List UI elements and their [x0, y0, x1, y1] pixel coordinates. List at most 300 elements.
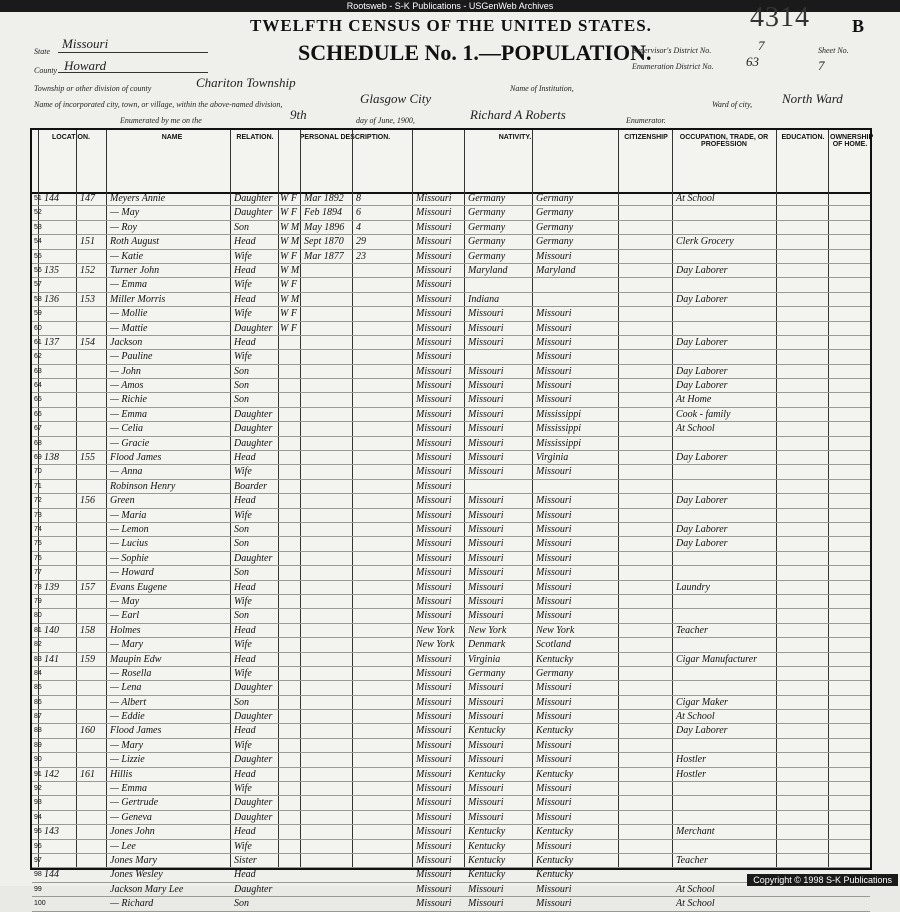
cell-n: 76: [34, 554, 42, 562]
cell-n: 90: [34, 756, 42, 764]
cell-rel: Head: [234, 495, 256, 507]
cell-n: 52: [34, 209, 42, 217]
table-row: [32, 796, 870, 810]
cell-age: 8: [356, 193, 361, 204]
cell-rel: Daughter: [234, 883, 273, 895]
cell-birth: Missouri: [416, 394, 452, 406]
cell-name: — Lucius: [110, 538, 149, 550]
cell-mother: Virginia: [536, 452, 569, 464]
cell-birth: Missouri: [416, 840, 452, 852]
cell-father: Kentucky: [468, 854, 506, 866]
county-value: Howard: [64, 58, 107, 73]
cell-father: Kentucky: [468, 869, 506, 881]
cell-father: Missouri: [468, 595, 504, 607]
cell-father: Missouri: [468, 394, 504, 406]
cell-name: — Sophie: [110, 552, 149, 564]
table-row: [32, 854, 870, 868]
cell-birth: Missouri: [416, 826, 452, 838]
cell-father: Germany: [468, 193, 506, 204]
table-row: [32, 897, 870, 911]
table-row: [32, 811, 870, 825]
cell-occ: Hostler: [676, 768, 706, 780]
supervisor-label: Supervisor's District No.: [632, 46, 712, 55]
table-row: [32, 581, 870, 595]
source-banner: Rootsweb - S-K Publications - USGenWeb Archives: [0, 0, 900, 12]
cell-rel: Son: [234, 696, 249, 708]
cell-occ: At School: [676, 193, 715, 204]
cell-rel: Head: [234, 624, 256, 636]
cell-rel: Wife: [234, 351, 252, 363]
state-value: Missouri: [62, 36, 109, 51]
table-row: [32, 494, 870, 508]
col-personal: PERSONAL DESCRIPTION.: [299, 134, 391, 141]
cell-name: Meyers Annie: [110, 193, 166, 204]
cell-n: 73: [34, 511, 42, 519]
cell-father: Missouri: [468, 783, 504, 795]
cell-rel: Wife: [234, 250, 252, 262]
cell-father: Missouri: [468, 610, 504, 622]
cell-birth: Missouri: [416, 581, 452, 593]
cell-n: 66: [34, 410, 42, 418]
cell-father: Missouri: [468, 581, 504, 593]
cell-fam: 155: [80, 452, 95, 464]
enumerator-label: Enumerator.: [626, 116, 666, 125]
cell-birth: Missouri: [416, 711, 452, 723]
cell-birth: Missouri: [416, 365, 452, 377]
cell-name: Turner John: [110, 264, 160, 276]
table-row: [32, 667, 870, 681]
cell-dw: 142: [44, 768, 59, 780]
cell-father: Kentucky: [468, 768, 506, 780]
township-label: Township or other division of county: [34, 84, 152, 93]
cell-rel: Daughter: [234, 207, 273, 219]
cell-name: — Richard: [110, 898, 154, 910]
table-row: [32, 883, 870, 897]
cell-mother: Mississippi: [536, 408, 582, 420]
supervisor-value: 7: [758, 38, 765, 53]
cell-birth: Missouri: [416, 221, 452, 233]
state-label: State: [34, 47, 50, 56]
cell-name: Jackson Mary Lee: [110, 883, 184, 895]
table-row: [32, 206, 870, 220]
township-value: Chariton Township: [196, 75, 296, 90]
city-value: Glasgow City: [360, 91, 432, 106]
cell-sex: W M: [280, 221, 300, 233]
cell-birth: Missouri: [416, 538, 452, 550]
cell-father: Missouri: [468, 811, 504, 823]
cell-birth: Missouri: [416, 754, 452, 766]
cell-mother: Missouri: [536, 567, 572, 579]
col-location: LOCATION.: [52, 134, 90, 141]
cell-mother: Germany: [536, 207, 574, 219]
cell-mother: Kentucky: [536, 653, 574, 665]
cell-mother: Missouri: [536, 322, 572, 334]
cell-n: 63: [34, 367, 42, 375]
cell-n: 79: [34, 597, 42, 605]
table-row: [32, 825, 870, 839]
table-row: [32, 681, 870, 695]
cell-father: Missouri: [468, 408, 504, 420]
cell-father: Missouri: [468, 509, 504, 521]
cell-birth: Missouri: [416, 595, 452, 607]
cell-name: Green: [110, 495, 135, 507]
cell-father: Missouri: [468, 336, 504, 348]
table-row: [32, 221, 870, 235]
cell-name: — May: [110, 595, 140, 607]
cell-dw: 144: [44, 193, 59, 204]
cell-n: 58: [34, 295, 42, 303]
table-row: [32, 753, 870, 767]
cell-occ: Day Laborer: [676, 523, 728, 535]
cell-name: — Lemon: [110, 523, 149, 535]
cell-n: 89: [34, 741, 42, 749]
cell-sex: W F: [280, 279, 297, 291]
cell-rel: Daughter: [234, 797, 273, 809]
cell-birth: Missouri: [416, 336, 452, 348]
cell-name: — Emma: [110, 279, 147, 291]
cell-rel: Daughter: [234, 193, 273, 204]
cell-rel: Son: [234, 898, 249, 910]
cell-name: — Geneva: [110, 811, 152, 823]
cell-rel: Son: [234, 365, 249, 377]
cell-n: 55: [34, 252, 42, 260]
table-row: [32, 393, 870, 407]
cell-father: Missouri: [468, 739, 504, 751]
table-header: [32, 130, 874, 194]
cell-mother: Kentucky: [536, 725, 574, 737]
cell-father: Missouri: [468, 308, 504, 320]
cell-rel: Sister: [234, 854, 257, 866]
cell-occ: Day Laborer: [676, 264, 728, 276]
cell-mother: Missouri: [536, 610, 572, 622]
table-row: [32, 768, 870, 782]
table-row: [32, 293, 870, 307]
cell-birth: Missouri: [416, 437, 452, 449]
cell-birth: Missouri: [416, 682, 452, 694]
cell-n: 80: [34, 612, 42, 620]
cell-occ: Day Laborer: [676, 365, 728, 377]
cell-n: 99: [34, 885, 42, 893]
col-nativity: NATIVITY.: [498, 134, 532, 141]
table-row: [32, 653, 870, 667]
table-row: [32, 624, 870, 638]
cell-n: 98: [34, 871, 42, 879]
table-row: [32, 307, 870, 321]
cell-age: 6: [356, 207, 361, 219]
cell-birth: Missouri: [416, 264, 452, 276]
cell-mother: Germany: [536, 236, 574, 248]
cell-occ: Day Laborer: [676, 495, 728, 507]
cell-name: — Lizzie: [110, 754, 145, 766]
table-row: [32, 523, 870, 537]
cell-birth: Missouri: [416, 883, 452, 895]
table-row: [32, 724, 870, 738]
cell-occ: Merchant: [676, 826, 715, 838]
cell-father: Missouri: [468, 380, 504, 392]
cell-rel: Head: [234, 452, 256, 464]
cell-name: Jones Mary: [110, 854, 157, 866]
cell-rel: Daughter: [234, 711, 273, 723]
enumerated-label: Enumerated by me on the: [120, 116, 202, 125]
cell-born: Feb 1894: [304, 207, 343, 219]
cell-fam: 156: [80, 495, 95, 507]
table-row: [32, 379, 870, 393]
cell-mother: Germany: [536, 221, 574, 233]
cell-sex: W M: [280, 293, 300, 305]
cell-name: — Mary: [110, 739, 144, 751]
cell-birth: Missouri: [416, 250, 452, 262]
cell-name: — Mattie: [110, 322, 148, 334]
col-occupation: OCCUPATION, TRADE, OR PROFESSION: [679, 134, 769, 148]
cell-birth: Missouri: [416, 207, 452, 219]
table-row: [32, 509, 870, 523]
cell-name: Maupin Edw: [110, 653, 162, 665]
cell-father: Virginia: [468, 653, 501, 665]
cell-n: 97: [34, 856, 42, 864]
cell-rel: Wife: [234, 279, 252, 291]
table-row: [32, 465, 870, 479]
cell-rel: Head: [234, 264, 256, 276]
cell-rel: Head: [234, 826, 256, 838]
cell-name: Flood James: [110, 725, 162, 737]
cell-n: 86: [34, 698, 42, 706]
cell-father: Germany: [468, 236, 506, 248]
cell-n: 71: [34, 482, 42, 490]
cell-n: 56: [34, 266, 42, 274]
cell-birth: Missouri: [416, 797, 452, 809]
cell-mother: Scotland: [536, 639, 571, 651]
cell-father: Missouri: [468, 322, 504, 334]
cell-rel: Head: [234, 768, 256, 780]
day-value: 9th: [290, 107, 307, 122]
cell-rel: Wife: [234, 308, 252, 320]
cell-n: 69: [34, 454, 42, 462]
cell-born: Mar 1892: [304, 193, 344, 204]
cell-dw: 141: [44, 653, 59, 665]
cell-name: — Pauline: [110, 351, 153, 363]
cell-name: — Mary: [110, 639, 144, 651]
cell-rel: Son: [234, 567, 249, 579]
cell-mother: Germany: [536, 667, 574, 679]
cell-birth: Missouri: [416, 293, 452, 305]
enumerator-value: Richard A Roberts: [470, 107, 566, 122]
cell-fam: 160: [80, 725, 95, 737]
cell-age: 23: [356, 250, 366, 262]
cell-name: Evans Eugene: [110, 581, 167, 593]
table-row: [32, 696, 870, 710]
cell-occ: Teacher: [676, 624, 708, 636]
cell-occ: Day Laborer: [676, 538, 728, 550]
cell-birth: Missouri: [416, 193, 452, 204]
cell-birth: Missouri: [416, 351, 452, 363]
cell-father: Kentucky: [468, 826, 506, 838]
cell-n: 72: [34, 497, 42, 505]
cell-mother: Missouri: [536, 308, 572, 320]
table-row: [32, 566, 870, 580]
ward-value: North Ward: [782, 91, 843, 106]
schedule-title: SCHEDULE No. 1.—POPULATION.: [298, 40, 652, 65]
cell-birth: Missouri: [416, 854, 452, 866]
cell-birth: Missouri: [416, 279, 452, 291]
cell-birth: Missouri: [416, 610, 452, 622]
cell-name: — John: [110, 365, 141, 377]
cell-occ: Day Laborer: [676, 293, 728, 305]
cell-fam: 157: [80, 581, 95, 593]
cell-birth: Missouri: [416, 480, 452, 492]
cell-occ: Clerk Grocery: [676, 236, 734, 248]
cell-name: — Lena: [110, 682, 142, 694]
cell-rel: Head: [234, 581, 256, 593]
cell-n: 62: [34, 353, 42, 361]
cell-name: — Rosella: [110, 667, 152, 679]
cell-name: — Gertrude: [110, 797, 159, 809]
cell-rel: Daughter: [234, 437, 273, 449]
table-rows: [32, 192, 870, 912]
cell-occ: Teacher: [676, 854, 708, 866]
cell-mother: Mississippi: [536, 437, 582, 449]
cell-n: 64: [34, 382, 42, 390]
cell-mother: Missouri: [536, 696, 572, 708]
cell-born: Mar 1877: [304, 250, 344, 262]
cell-name: Holmes: [110, 624, 141, 636]
table-row: [32, 638, 870, 652]
cell-n: 78: [34, 583, 42, 591]
cell-dw: 139: [44, 581, 59, 593]
cell-mother: Missouri: [536, 336, 572, 348]
cell-mother: Missouri: [536, 739, 572, 751]
cell-born: Sept 1870: [304, 236, 344, 248]
cell-rel: Head: [234, 236, 256, 248]
cell-father: Indiana: [468, 293, 500, 305]
cell-name: — Amos: [110, 380, 144, 392]
cell-father: Missouri: [468, 437, 504, 449]
cell-name: — Emma: [110, 408, 147, 420]
cell-mother: Missouri: [536, 509, 572, 521]
cell-fam: 161: [80, 768, 95, 780]
cell-father: Missouri: [468, 898, 504, 910]
cell-mother: Missouri: [536, 581, 572, 593]
cell-rel: Wife: [234, 509, 252, 521]
cell-n: 54: [34, 238, 42, 246]
table-row: [32, 192, 870, 206]
cell-occ: Hostler: [676, 754, 706, 766]
cell-father: Missouri: [468, 711, 504, 723]
cell-sex: W F: [280, 193, 297, 204]
cell-name: — Maria: [110, 509, 147, 521]
cell-n: 82: [34, 641, 42, 649]
cell-father: Missouri: [468, 423, 504, 435]
cell-mother: Kentucky: [536, 826, 574, 838]
cell-birth: Missouri: [416, 783, 452, 795]
cell-occ: At School: [676, 711, 715, 723]
cell-occ: Laundry: [676, 581, 710, 593]
cell-mother: Missouri: [536, 840, 572, 852]
cell-mother: Missouri: [536, 351, 572, 363]
county-label: County: [34, 66, 58, 75]
cell-father: Missouri: [468, 523, 504, 535]
col-education: EDUCATION.: [781, 134, 825, 141]
cell-n: 61: [34, 338, 42, 346]
cell-birth: Missouri: [416, 495, 452, 507]
cell-father: Missouri: [468, 452, 504, 464]
cell-birth: Missouri: [416, 811, 452, 823]
cell-birth: Missouri: [416, 509, 452, 521]
cell-birth: Missouri: [416, 768, 452, 780]
table-row: [32, 250, 870, 264]
cell-rel: Head: [234, 725, 256, 737]
cell-sex: W F: [280, 308, 297, 320]
cell-n: 83: [34, 655, 42, 663]
cell-occ: At School: [676, 883, 715, 895]
cell-dw: 136: [44, 293, 59, 305]
cell-name: — Celia: [110, 423, 144, 435]
cell-rel: Daughter: [234, 322, 273, 334]
cell-n: 70: [34, 468, 42, 476]
cell-age: 4: [356, 221, 361, 233]
table-row: [32, 782, 870, 796]
cell-mother: Missouri: [536, 380, 572, 392]
cell-name: — Lee: [110, 840, 136, 852]
cell-age: 29: [356, 236, 366, 248]
table-row: [32, 422, 870, 436]
cell-n: 92: [34, 785, 42, 793]
cell-father: Germany: [468, 207, 506, 219]
table-row: [32, 322, 870, 336]
cell-mother: Missouri: [536, 797, 572, 809]
table-row: [32, 480, 870, 494]
cell-n: 60: [34, 324, 42, 332]
cell-n: 74: [34, 525, 42, 533]
cell-name: — Earl: [110, 610, 140, 622]
cell-mother: Missouri: [536, 898, 572, 910]
cell-birth: Missouri: [416, 408, 452, 420]
cell-rel: Daughter: [234, 682, 273, 694]
table-row: [32, 235, 870, 249]
cell-birth: Missouri: [416, 653, 452, 665]
cell-n: 57: [34, 281, 42, 289]
cell-mother: Missouri: [536, 466, 572, 478]
cell-fam: 158: [80, 624, 95, 636]
cell-occ: At School: [676, 898, 715, 910]
table-row: [32, 710, 870, 724]
cell-rel: Daughter: [234, 811, 273, 823]
cell-rel: Daughter: [234, 408, 273, 420]
cell-n: 68: [34, 439, 42, 447]
table-row: [32, 408, 870, 422]
cell-birth: Missouri: [416, 869, 452, 881]
cell-birth: Missouri: [416, 667, 452, 679]
cell-mother: Missouri: [536, 783, 572, 795]
table-row: [32, 264, 870, 278]
cell-birth: New York: [416, 639, 455, 651]
cell-n: 85: [34, 684, 42, 692]
cell-birth: Missouri: [416, 380, 452, 392]
cell-sex: W M: [280, 236, 300, 248]
cell-fam: 154: [80, 336, 95, 348]
cell-sex: W M: [280, 264, 300, 276]
cell-name: Miller Morris: [110, 293, 166, 305]
cell-n: 84: [34, 669, 42, 677]
col-citizenship: CITIZENSHIP: [624, 134, 668, 141]
cell-rel: Daughter: [234, 423, 273, 435]
cell-father: Missouri: [468, 495, 504, 507]
cell-mother: Missouri: [536, 811, 572, 823]
cell-father: Germany: [468, 221, 506, 233]
cell-mother: Kentucky: [536, 869, 574, 881]
cell-birth: Missouri: [416, 552, 452, 564]
cell-mother: New York: [536, 624, 575, 636]
cell-occ: At School: [676, 423, 715, 435]
